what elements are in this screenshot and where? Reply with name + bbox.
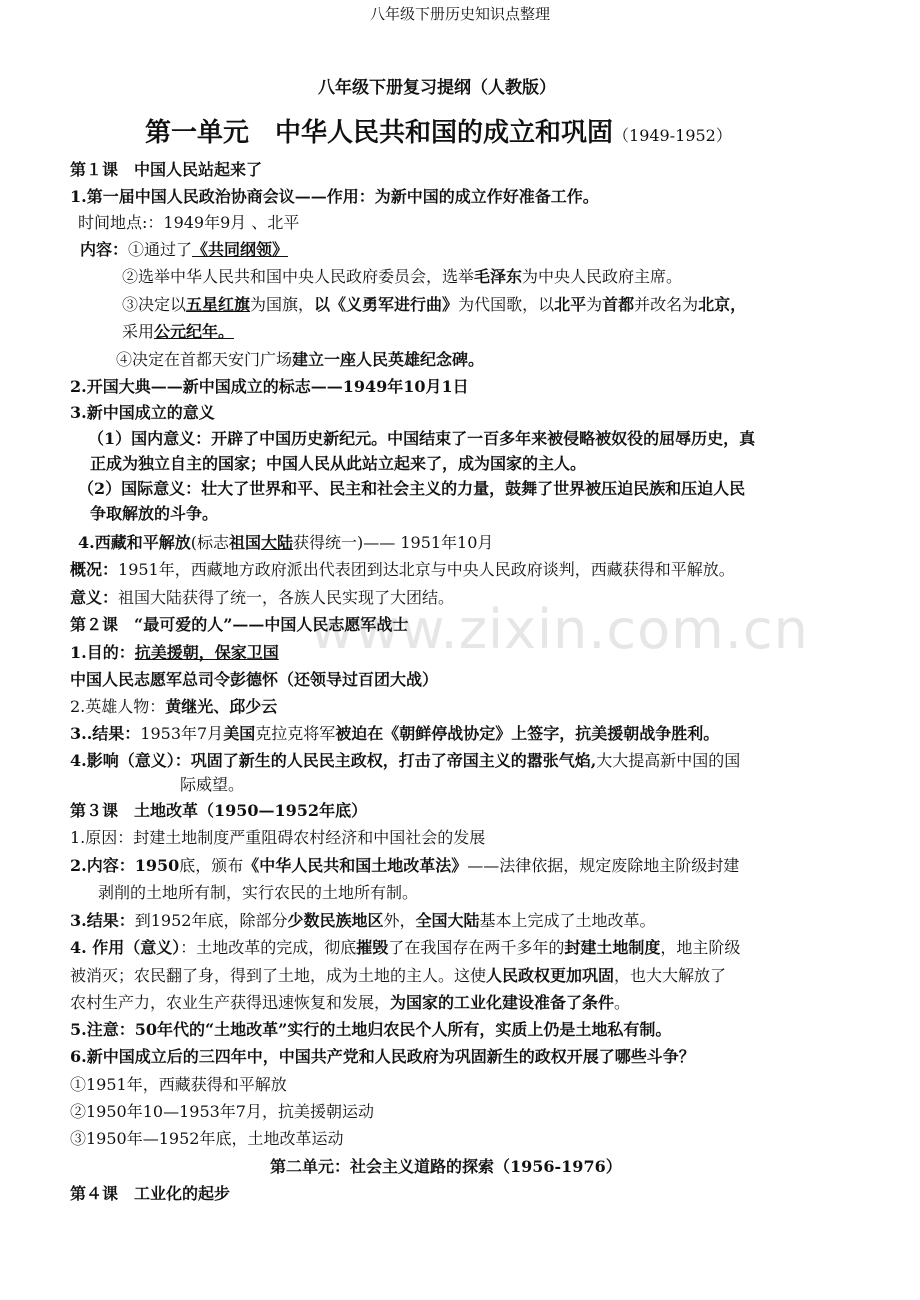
text-emph: 北平 (554, 295, 587, 314)
text-emph: 封建土地制度 (564, 938, 661, 957)
text-emph: 大陆 (260, 533, 293, 552)
text: 到1952年底，除部分 (134, 911, 288, 930)
answer-2: ②1950年10—1953年7月，抗美援朝运动 (70, 1102, 374, 1121)
significance-domestic: （1）国内意义：开辟了中国历史新纪元。中国结束了一百多年来被侵略被奴役的屈辱历史，真 (88, 429, 756, 448)
unit-1-heading (145, 116, 732, 153)
text-emph: 4.影响（意义）：巩固了新生的人民民主政权，打击了帝国主义的嚣张气焰, (70, 751, 597, 770)
lesson-3-title: 第３课 土地改革（1950—1952年底） (70, 801, 368, 820)
text: 1953年7月 (140, 724, 224, 743)
text: ——法律依据，规定废除地主阶级封建 (467, 856, 740, 875)
text-emph: 全国大陆 (415, 911, 480, 930)
text: 大大提高新中国的国 (596, 751, 741, 770)
point-4 (78, 532, 493, 554)
text-emph: 《共同纲领》 (192, 240, 289, 259)
unit-1-title: 第一单元 中华人民共和国的成立和巩固 (145, 118, 614, 148)
text-emph: 少数民族地区 (287, 911, 384, 930)
text: 1951年，西藏地方政府派出代表团到达北京与中央人民政府谈判，西藏获得和平解放。 (118, 560, 735, 579)
text-emph: 1950 (134, 856, 180, 875)
text-emph: 毛泽东 (474, 267, 523, 286)
lesson-2-title: 第２课 “最可爱的人”——中国人民志愿军战士 (70, 615, 409, 634)
cause: 1.原因：封建土地制度严重阻碍农村经济和中国社会的发展 (70, 828, 486, 847)
text-emph: 五星红旗 (186, 295, 251, 314)
content-3 (122, 294, 746, 316)
heroes (70, 696, 277, 718)
text: ，也大大解放了 (614, 966, 727, 985)
label: 2.英雄人物： (70, 697, 166, 716)
label: 意义： (70, 588, 119, 607)
content-1 (80, 239, 288, 261)
text: 。 (614, 993, 631, 1012)
text: 外， (383, 911, 416, 930)
land-reform-effect-cont-2 (70, 992, 630, 1014)
point-1: 1.第一届中国人民政治协商会议——作用：为新中国的成立作好准备工作。 (70, 187, 599, 206)
text: 了在我国存在两千多年的 (388, 938, 565, 957)
land-reform-content-cont: 剥削的土地所有制，实行农民的土地所有制。 (98, 883, 419, 902)
label: 3.结果： (70, 911, 135, 930)
text: 并改名为 (634, 295, 699, 314)
result (70, 723, 719, 745)
land-reform-result (70, 910, 656, 932)
text-emph: 摧毁 (356, 938, 389, 957)
text: 为代国歌，以 (458, 295, 555, 314)
purpose (70, 642, 279, 664)
label: 概况： (70, 560, 119, 579)
label: 1.目的： (70, 643, 135, 662)
text: ④决定在首都天安门广场 (116, 350, 293, 369)
text: 基本上完成了土地改革。 (479, 911, 656, 930)
lesson-1-title: 第１课 中国人民站起来了 (70, 160, 263, 179)
text: 采用 (122, 322, 155, 341)
content-2 (122, 266, 682, 288)
text-emph: 被迫在《朝鲜停战协定》上签字，抗美援朝战争胜利。 (335, 724, 720, 743)
point-3: 3.新中国成立的意义 (70, 403, 215, 422)
text: 为中央人民政府主席。 (522, 267, 683, 286)
text-emph: 抗美援朝，保家卫国 (134, 643, 279, 662)
text: ③决定以 (122, 295, 187, 314)
text-emph: 公元纪年。 (154, 322, 235, 341)
tibet-overview (70, 559, 735, 581)
text-emph: 人民政权更加巩固 (486, 966, 615, 985)
land-reform-content (70, 855, 739, 877)
watermark: www.zixin.com.cn (310, 598, 809, 661)
text: ②选举中华人民共和国中央人民政府委员会，选举 (122, 267, 475, 286)
content-label: 内容： (80, 240, 129, 259)
text: ：土地改革的完成，彻底 (180, 938, 357, 957)
text: 为国旗， (250, 295, 315, 314)
impact (70, 750, 740, 772)
text: (标志 (190, 533, 229, 552)
significance-domestic-cont: 正成为独立自主的国家；中国人民从此站立起来了，成为国家的主人。 (90, 454, 587, 473)
unit-2-title: 第二单元：社会主义道路的探索（1956-1976） (270, 1157, 622, 1176)
land-reform-note: 5.注意：50年代的“土地改革”实行的土地归农民个人所有，实质上仍是土地私有制。 (70, 1020, 672, 1039)
unit-1-years: （1949-1952） (613, 126, 732, 145)
tibet-significance (70, 587, 454, 609)
significance-international-cont: 争取解放的斗争。 (90, 504, 219, 523)
label: 3..结果： (70, 724, 141, 743)
text-emph: 北京， (698, 295, 747, 314)
label: 4. 作用（意义） (70, 938, 181, 957)
page-header: 八年级下册历史知识点整理 (369, 5, 550, 23)
land-reform-effect (70, 937, 740, 959)
text-emph: 首都 (602, 295, 635, 314)
impact-cont: 际威望。 (180, 775, 245, 794)
text-emph: 以《义勇军进行曲》 (314, 295, 459, 314)
text: 为 (586, 295, 603, 314)
document-title: 八年级下册复习提纲（人教版） (318, 78, 556, 98)
text: ，地主阶级 (660, 938, 741, 957)
text-emph: 《中华人民共和国土地改革法》 (243, 856, 468, 875)
lesson-4-title: 第４课 工业化的起步 (70, 1184, 231, 1203)
text-emph: 黄继光、邱少云 (165, 697, 278, 716)
text: 祖国大陆获得了统一，各族人民实现了大团结。 (118, 588, 455, 607)
text: 农村生产力，农业生产获得迅速恢复和发展， (70, 993, 391, 1012)
text: ①通过了 (128, 240, 193, 259)
answer-1: ①1951年，西藏获得和平解放 (70, 1075, 287, 1094)
text: 克拉克将军 (255, 724, 336, 743)
text-emph: 祖国 (228, 533, 261, 552)
significance-international: （2）国际意义：壮大了世界和平、民主和社会主义的力量，鼓舞了世界被压迫民族和压迫人民 (78, 479, 746, 498)
text-emph: 美国 (223, 724, 256, 743)
text: 被消灭；农民翻了身，得到了土地，成为土地的主人。这使 (70, 966, 487, 985)
text-emph: 为国家的工业化建设准备了条件 (390, 993, 615, 1012)
point-2: 2.开国大典——新中国成立的标志——1949年10月1日 (70, 377, 469, 396)
content-3-cont (122, 321, 234, 343)
question-6: 6.新中国成立后的三四年中，中国共产党和人民政府为巩固新生的政权开展了哪些斗争？ (70, 1047, 695, 1066)
text: 获得统一)—— 1951年10月 (293, 533, 494, 552)
commander: 中国人民志愿军总司令彭德怀（还领导过百团大战） (70, 670, 439, 689)
answer-3: ③1950年—1952年底，土地改革运动 (70, 1129, 344, 1148)
land-reform-effect-cont-1 (70, 965, 726, 987)
label: 2.内容： (70, 856, 135, 875)
text: 底，颁布 (179, 856, 244, 875)
content-4 (116, 349, 484, 371)
text-emph: 建立一座人民英雄纪念碑。 (292, 350, 485, 369)
text-emph: 4.西藏和平解放 (78, 533, 191, 552)
time-place: 时间地点:：1949年9月 、北平 (78, 213, 300, 232)
